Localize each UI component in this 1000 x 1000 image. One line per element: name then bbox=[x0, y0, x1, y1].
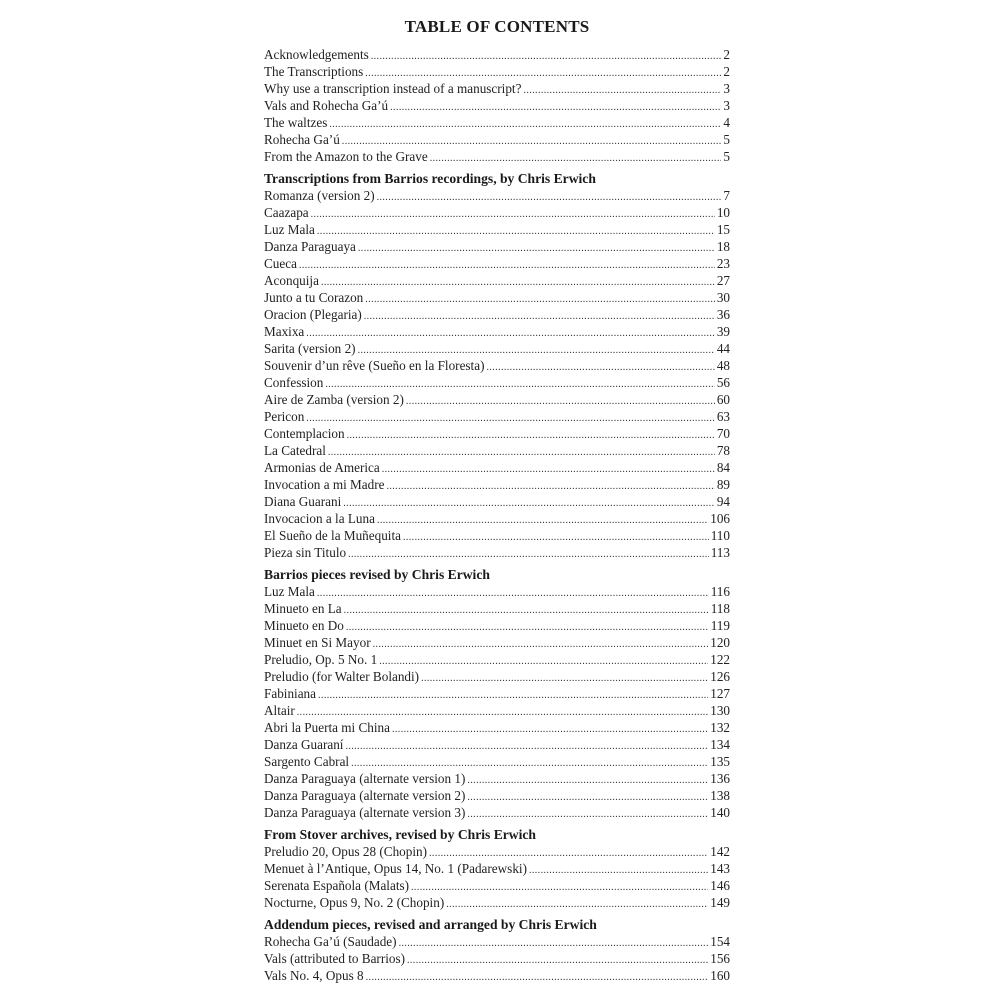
toc-entry bbox=[264, 770, 730, 787]
dot-leader bbox=[392, 721, 708, 738]
toc-entry bbox=[264, 306, 730, 323]
entry-title: Acknowledgements bbox=[264, 47, 369, 62]
entry-title: Fabiniana bbox=[264, 686, 317, 701]
toc-entry bbox=[264, 843, 730, 860]
toc-entry bbox=[264, 459, 730, 476]
entry-title: Menuet à l’Antique, Opus 14, No. 1 (Padarewski) bbox=[264, 861, 527, 876]
entry-page-number: 120 bbox=[710, 635, 730, 650]
toc-entry bbox=[264, 950, 730, 967]
entry-title: Cueca bbox=[264, 256, 297, 271]
entry-page-number: 63 bbox=[716, 409, 730, 424]
dot-leader bbox=[403, 529, 709, 546]
entry-page-number: 10 bbox=[716, 205, 730, 220]
dot-leader bbox=[306, 325, 715, 342]
entry-title: Oracion (Plegaria) bbox=[264, 307, 362, 322]
entry-title: The waltzes bbox=[264, 115, 328, 130]
entry-title: Luz Mala bbox=[264, 222, 315, 237]
entry-page-number: 119 bbox=[710, 618, 730, 633]
entry-title: Preludio (for Walter Bolandi) bbox=[264, 669, 420, 684]
toc-entry bbox=[264, 323, 730, 340]
toc-entry bbox=[264, 476, 730, 493]
toc-entry bbox=[264, 967, 730, 984]
entry-page-number: 27 bbox=[716, 273, 730, 288]
toc-entry bbox=[264, 272, 730, 289]
dot-leader bbox=[386, 478, 714, 495]
entry-title: Why use a transcription instead of a manuscript? bbox=[264, 81, 522, 96]
entry-page-number: 94 bbox=[716, 494, 730, 509]
dot-leader bbox=[345, 738, 708, 755]
entry-title: Danza Paraguaya (alternate version 1) bbox=[264, 771, 466, 786]
entry-page-number: 160 bbox=[710, 968, 730, 983]
toc-entry bbox=[264, 702, 730, 719]
entry-title: Maxixa bbox=[264, 324, 305, 339]
dot-leader bbox=[486, 359, 714, 376]
entry-title: Pericon bbox=[264, 409, 305, 424]
dot-leader bbox=[371, 48, 722, 65]
toc-entry bbox=[264, 493, 730, 510]
entry-title: Serenata Española (Malats) bbox=[264, 878, 410, 893]
entry-title: Diana Guarani bbox=[264, 494, 342, 509]
entry-title: Vals No. 4, Opus 8 bbox=[264, 968, 364, 983]
entry-page-number: 5 bbox=[723, 149, 730, 164]
entry-title: Vals (attributed to Barrios) bbox=[264, 951, 405, 966]
dot-leader bbox=[467, 806, 708, 823]
entry-page-number: 116 bbox=[710, 584, 730, 599]
entry-title: Minuet en Si Mayor bbox=[264, 635, 371, 650]
page-title: TABLE OF CONTENTS bbox=[404, 17, 590, 36]
dot-leader bbox=[407, 952, 708, 969]
toc-entry bbox=[264, 933, 730, 950]
entry-page-number: 127 bbox=[710, 686, 730, 701]
entry-title: Confession bbox=[264, 375, 324, 390]
dot-leader bbox=[411, 879, 708, 896]
toc-entry bbox=[264, 860, 730, 877]
entry-title: Altair bbox=[264, 703, 295, 718]
dot-leader bbox=[358, 240, 715, 257]
entry-page-number: 110 bbox=[710, 528, 730, 543]
dot-leader bbox=[344, 602, 709, 619]
entry-title: Danza Paraguaya (alternate version 2) bbox=[264, 788, 466, 803]
entry-title: Romanza (version 2) bbox=[264, 188, 375, 203]
dot-leader bbox=[467, 772, 708, 789]
toc-entry bbox=[264, 374, 730, 391]
entry-title: The Transcriptions bbox=[264, 64, 364, 79]
dot-leader bbox=[365, 291, 715, 308]
entry-page-number: 126 bbox=[710, 669, 730, 684]
toc-entry bbox=[264, 97, 730, 114]
section-heading: From Stover archives, revised by Chris Erwich bbox=[264, 827, 536, 842]
entry-title: La Catedral bbox=[264, 443, 326, 458]
entry-page-number: 136 bbox=[710, 771, 730, 786]
toc-entry bbox=[264, 46, 730, 63]
dot-leader bbox=[317, 585, 709, 602]
toc-entry bbox=[264, 221, 730, 238]
toc-entry bbox=[264, 634, 730, 651]
toc-entry bbox=[264, 204, 730, 221]
dot-leader bbox=[399, 935, 709, 952]
entry-page-number: 30 bbox=[716, 290, 730, 305]
entry-page-number: 140 bbox=[710, 805, 730, 820]
entry-page-number: 3 bbox=[723, 98, 730, 113]
dot-leader bbox=[523, 82, 721, 99]
entry-page-number: 70 bbox=[716, 426, 730, 441]
dot-leader bbox=[299, 257, 715, 274]
entry-page-number: 156 bbox=[710, 951, 730, 966]
entry-page-number: 142 bbox=[710, 844, 730, 859]
entry-page-number: 44 bbox=[716, 341, 730, 356]
entry-page-number: 89 bbox=[716, 477, 730, 492]
entry-page-number: 138 bbox=[710, 788, 730, 803]
toc-entry bbox=[264, 357, 730, 374]
entry-page-number: 60 bbox=[716, 392, 730, 407]
entry-page-number: 154 bbox=[710, 934, 730, 949]
toc-entry bbox=[264, 877, 730, 894]
entry-page-number: 48 bbox=[716, 358, 730, 373]
dot-leader bbox=[366, 969, 709, 986]
entry-page-number: 18 bbox=[716, 239, 730, 254]
dot-leader bbox=[377, 512, 708, 529]
dot-leader bbox=[421, 670, 708, 687]
entry-page-number: 23 bbox=[716, 256, 730, 271]
entry-title: Minueto en Do bbox=[264, 618, 344, 633]
dot-leader bbox=[430, 150, 722, 167]
entry-page-number: 135 bbox=[710, 754, 730, 769]
toc-entry bbox=[264, 617, 730, 634]
entry-title: Nocturne, Opus 9, No. 2 (Chopin) bbox=[264, 895, 445, 910]
toc-entry bbox=[264, 510, 730, 527]
dot-leader bbox=[343, 495, 715, 512]
toc-entry bbox=[264, 787, 730, 804]
dot-leader bbox=[311, 206, 715, 223]
dot-leader bbox=[321, 274, 715, 291]
entry-page-number: 3 bbox=[723, 81, 730, 96]
entry-title: Sargento Cabral bbox=[264, 754, 350, 769]
entry-page-number: 7 bbox=[723, 188, 730, 203]
dot-leader bbox=[329, 116, 721, 133]
toc-entry bbox=[264, 753, 730, 770]
entry-page-number: 132 bbox=[710, 720, 730, 735]
entry-title: Invocation a mi Madre bbox=[264, 477, 385, 492]
dot-leader bbox=[529, 862, 708, 879]
entry-page-number: 130 bbox=[710, 703, 730, 718]
table-of-contents bbox=[264, 14, 730, 989]
toc-entry bbox=[264, 340, 730, 357]
toc-entry bbox=[264, 114, 730, 131]
toc-entry bbox=[264, 894, 730, 911]
toc-entry bbox=[264, 408, 730, 425]
entry-page-number: 15 bbox=[716, 222, 730, 237]
entry-page-number: 149 bbox=[710, 895, 730, 910]
dot-leader bbox=[467, 789, 708, 806]
toc-entry bbox=[264, 600, 730, 617]
entry-page-number: 2 bbox=[723, 47, 730, 62]
toc-entry bbox=[264, 527, 730, 544]
toc-entry bbox=[264, 651, 730, 668]
dot-leader bbox=[364, 308, 715, 325]
toc-entry bbox=[264, 63, 730, 80]
dot-leader bbox=[406, 393, 715, 410]
entry-title: Danza Guaraní bbox=[264, 737, 344, 752]
entry-title: Contemplacion bbox=[264, 426, 345, 441]
toc-entry bbox=[264, 736, 730, 753]
dot-leader bbox=[390, 99, 721, 116]
toc-entry bbox=[264, 719, 730, 736]
entry-title: Armonias de America bbox=[264, 460, 380, 475]
entry-title: Aconquija bbox=[264, 273, 319, 288]
toc-entry bbox=[264, 255, 730, 272]
entry-title: Invocacion a la Luna bbox=[264, 511, 375, 526]
toc-entry bbox=[264, 544, 730, 561]
entry-title: Pieza sin Titulo bbox=[264, 545, 347, 560]
entry-title: Souvenir d’un rêve (Sueño en la Floresta) bbox=[264, 358, 485, 373]
toc-entry bbox=[264, 583, 730, 600]
toc-section bbox=[264, 566, 730, 821]
entry-page-number: 106 bbox=[710, 511, 730, 526]
entry-page-number: 134 bbox=[710, 737, 730, 752]
dot-leader bbox=[347, 427, 715, 444]
toc-entry bbox=[264, 289, 730, 306]
entry-title: Preludio 20, Opus 28 (Chopin) bbox=[264, 844, 428, 859]
entry-page-number: 2 bbox=[723, 64, 730, 79]
entry-title: Danza Paraguaya bbox=[264, 239, 356, 254]
toc-entry bbox=[264, 685, 730, 702]
dot-leader bbox=[328, 444, 715, 461]
entry-title: Abri la Puerta mi China bbox=[264, 720, 390, 735]
entry-title: Junto a tu Corazon bbox=[264, 290, 364, 305]
entry-title: Preludio, Op. 5 No. 1 bbox=[264, 652, 378, 667]
entry-page-number: 78 bbox=[716, 443, 730, 458]
intro-section bbox=[264, 46, 730, 165]
dot-leader bbox=[348, 546, 709, 563]
entry-page-number: 118 bbox=[710, 601, 730, 616]
dot-leader bbox=[373, 636, 709, 653]
dot-leader bbox=[446, 896, 708, 913]
entry-page-number: 143 bbox=[710, 861, 730, 876]
toc-entry bbox=[264, 187, 730, 204]
entry-page-number: 36 bbox=[716, 307, 730, 322]
entry-page-number: 84 bbox=[716, 460, 730, 475]
toc-entry bbox=[264, 804, 730, 821]
entry-title: Luz Mala bbox=[264, 584, 315, 599]
dot-leader bbox=[379, 653, 708, 670]
toc-entry bbox=[264, 148, 730, 165]
dot-leader bbox=[306, 410, 715, 427]
entry-page-number: 56 bbox=[716, 375, 730, 390]
entry-title: Sarita (version 2) bbox=[264, 341, 356, 356]
toc-section bbox=[264, 170, 730, 561]
entry-title: Caazapa bbox=[264, 205, 309, 220]
entry-title: From the Amazon to the Grave bbox=[264, 149, 428, 164]
toc-entry bbox=[264, 238, 730, 255]
toc-entry bbox=[264, 425, 730, 442]
dot-leader bbox=[346, 619, 709, 636]
entry-title: Rohecha Ga’ú (Saudade) bbox=[264, 934, 397, 949]
toc-entry bbox=[264, 668, 730, 685]
dot-leader bbox=[318, 687, 708, 704]
toc-entry bbox=[264, 80, 730, 97]
toc-section bbox=[264, 916, 730, 984]
entry-page-number: 4 bbox=[723, 115, 730, 130]
entry-title: Minueto en La bbox=[264, 601, 342, 616]
entry-page-number: 122 bbox=[710, 652, 730, 667]
dot-leader bbox=[382, 461, 715, 478]
entry-page-number: 146 bbox=[710, 878, 730, 893]
entry-title: Rohecha Ga’ú bbox=[264, 132, 340, 147]
entry-page-number: 113 bbox=[710, 545, 730, 560]
section-heading: Transcriptions from Barrios recordings, by Chris Erwich bbox=[264, 171, 596, 186]
section-heading: Barrios pieces revised by Chris Erwich bbox=[264, 567, 490, 582]
entry-title: Aire de Zamba (version 2) bbox=[264, 392, 404, 407]
toc-entry bbox=[264, 391, 730, 408]
entry-title: Vals and Rohecha Ga’ú bbox=[264, 98, 389, 113]
entry-title: Danza Paraguaya (alternate version 3) bbox=[264, 805, 466, 820]
dot-leader bbox=[377, 189, 722, 206]
toc-sections bbox=[264, 170, 730, 984]
toc-section bbox=[264, 826, 730, 911]
section-heading: Addendum pieces, revised and arranged by Chris Erwich bbox=[264, 917, 597, 932]
dot-leader bbox=[317, 223, 715, 240]
entry-page-number: 5 bbox=[723, 132, 730, 147]
entry-page-number: 39 bbox=[716, 324, 730, 339]
toc-entry bbox=[264, 442, 730, 459]
entry-title: El Sueño de la Muñequita bbox=[264, 528, 401, 543]
toc-entry bbox=[264, 131, 730, 148]
